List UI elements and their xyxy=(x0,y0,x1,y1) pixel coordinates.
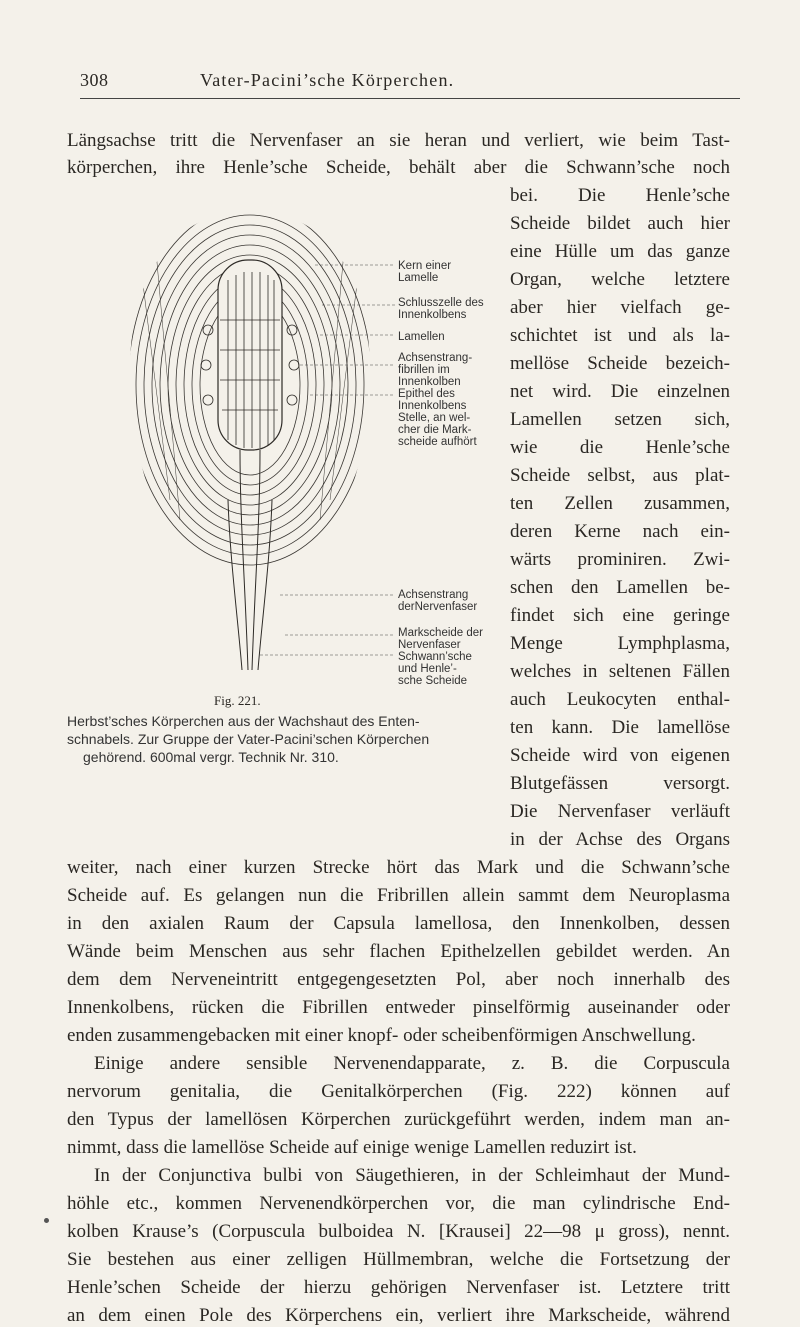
text-line: höhle etc., kommen Nervenendkörperchen vor, die man cylindrische End- xyxy=(67,1193,730,1214)
text-line: Wände beim Menschen aus sehr flachen Epithelzellen gebildet werden. An xyxy=(67,941,730,962)
figure-label: derNervenfaser xyxy=(398,601,478,613)
text-line: Innenkolbens, rücken die Fibrillen entweder pinselförmig auseinander oder xyxy=(67,997,730,1018)
text-line: eine Hülle um das ganze xyxy=(510,241,730,262)
figure-herbst-corpuscle xyxy=(100,200,400,680)
text-line: Lamellen setzen sich, xyxy=(510,409,730,430)
text-line: in der Achse des Organs xyxy=(510,829,730,850)
running-title: Vater-Pacini’sche Körperchen. xyxy=(200,70,455,90)
text-line: auch Leukocyten enthal- xyxy=(510,689,730,710)
figure-label: Achsenstrang xyxy=(398,589,469,601)
text-line: Scheide auf. Es gelangen nun die Fribrillen allein sammt dem Neuroplasma xyxy=(67,885,730,906)
text-line: Die Nervenfaser verläuft xyxy=(510,801,730,822)
text-line: welches in seltenen Fällen xyxy=(510,661,730,682)
corpuscle-illustration xyxy=(100,200,400,680)
figure-label: Kern einer xyxy=(398,260,452,272)
text-line: Menge Lymphplasma, xyxy=(510,633,730,654)
page-number: 308 xyxy=(80,70,109,90)
figure-label: Markscheide der xyxy=(398,627,484,639)
figure-caption: Herbst’sches Körperchen aus der Wachshaut des Enten- xyxy=(67,713,420,729)
text-line: In der Conjunctiva bulbi von Säugethieren, in der Schleimhaut der Mund- xyxy=(94,1165,730,1186)
figure-label: Lamelle xyxy=(398,272,439,284)
text-line: Organ, welche letztere xyxy=(510,269,730,290)
text-line: Sie bestehen aus einer zelligen Hüllmembran, welche die Fortsetzung der xyxy=(67,1249,730,1270)
figure-label: Lamellen xyxy=(398,331,445,343)
text-line: mellöse Scheide bezeich- xyxy=(510,353,730,374)
text-line: ten Zellen zusammen, xyxy=(510,493,730,514)
text-line: Scheide selbst, aus plat- xyxy=(510,465,730,486)
text-line: kolben Krause’s (Corpuscula bulboidea N. [Krausei] 22—98 μ gross), nennt. xyxy=(67,1221,730,1242)
text-line: schen den Lamellen be- xyxy=(510,577,730,598)
text-line: enden zusammengebacken mit einer knopf- oder scheibenförmigen Anschwellung. xyxy=(67,1025,696,1046)
text-line: findet sich eine geringe xyxy=(510,605,730,626)
text-line: wärts prominiren. Zwi- xyxy=(510,549,730,570)
margin-dot xyxy=(44,1218,49,1223)
text-line: Einige andere sensible Nervenendapparate, z. B. die Corpuscula xyxy=(94,1053,730,1074)
text-line: den Typus der lamellösen Körperchen zurückgeführt werden, indem man an- xyxy=(67,1109,730,1130)
text-line: in den axialen Raum der Capsula lamellosa, den Innenkolben, dessen xyxy=(67,913,730,934)
text-line: dem dem Nerveneintritt entgegengesetzten Pol, aber noch innerhalb des xyxy=(67,969,730,990)
figure-label: Schlusszelle des xyxy=(398,297,484,309)
figure-label: Innenkolbens xyxy=(398,400,467,412)
text-line: wie die Henle’sche xyxy=(510,437,730,458)
text-line: weiter, nach einer kurzen Strecke hört das Mark und die Schwann’sche xyxy=(67,857,730,878)
text-line: deren Kerne nach ein- xyxy=(510,521,730,542)
text-line: an dem einen Pole des Körperchens ein, verliert ihre Markscheide, während xyxy=(67,1305,730,1326)
figure-label: Epithel des xyxy=(398,388,455,400)
text-line: schichtet ist und als la- xyxy=(510,325,730,346)
figure-label: sche Scheide xyxy=(398,675,468,687)
text-line: Henle’schen Scheide der hierzu gehörigen Nervenfaser ist. Letztere tritt xyxy=(67,1277,730,1298)
text-line: nervorum genitalia, die Genitalkörperchen (Fig. 222) können auf xyxy=(67,1081,730,1102)
figure-label: Stelle, an wel- xyxy=(398,412,471,424)
text-line: Längsachse tritt die Nervenfaser an sie heran und verliert, wie beim Tast- xyxy=(67,130,730,151)
figure-label: Schwann’sche xyxy=(398,651,472,663)
figure-label: Innenkolben xyxy=(398,376,461,388)
text-line: ten kann. Die lamellöse xyxy=(510,717,730,738)
text-line: körperchen, ihre Henle’sche Scheide, behält aber die Schwann’sche noch xyxy=(67,157,730,178)
text-line: Blutgefässen versorgt. xyxy=(510,773,730,794)
figure-label: Achsenstrang- xyxy=(398,352,473,364)
text-line: Scheide bildet auch hier xyxy=(510,213,730,234)
text-line: nimmt, dass die lamellöse Scheide auf einige wenige Lamellen reduzirt ist. xyxy=(67,1137,637,1158)
text-line: Scheide wird von eigenen xyxy=(510,745,730,766)
figure-caption: gehörend. 600mal vergr. Technik Nr. 310. xyxy=(83,749,339,765)
text-line: bei. Die Henle’sche xyxy=(510,185,730,206)
figure-number: Fig. 221. xyxy=(214,693,261,708)
figure-label: Innenkolbens xyxy=(398,309,467,321)
text-line: aber hier vielfach ge- xyxy=(510,297,730,318)
figure-label: und Henle’- xyxy=(398,663,457,675)
figure-label: scheide aufhört xyxy=(398,436,477,448)
page-header xyxy=(80,70,740,99)
figure-label: cher die Mark- xyxy=(398,424,472,436)
text-line: net wird. Die einzelnen xyxy=(510,381,730,402)
figure-label: Nervenfaser xyxy=(398,639,461,651)
figure-caption: schnabels. Zur Gruppe der Vater-Pacini’schen Körperchen xyxy=(67,731,430,747)
figure-label: fibrillen im xyxy=(398,364,450,376)
